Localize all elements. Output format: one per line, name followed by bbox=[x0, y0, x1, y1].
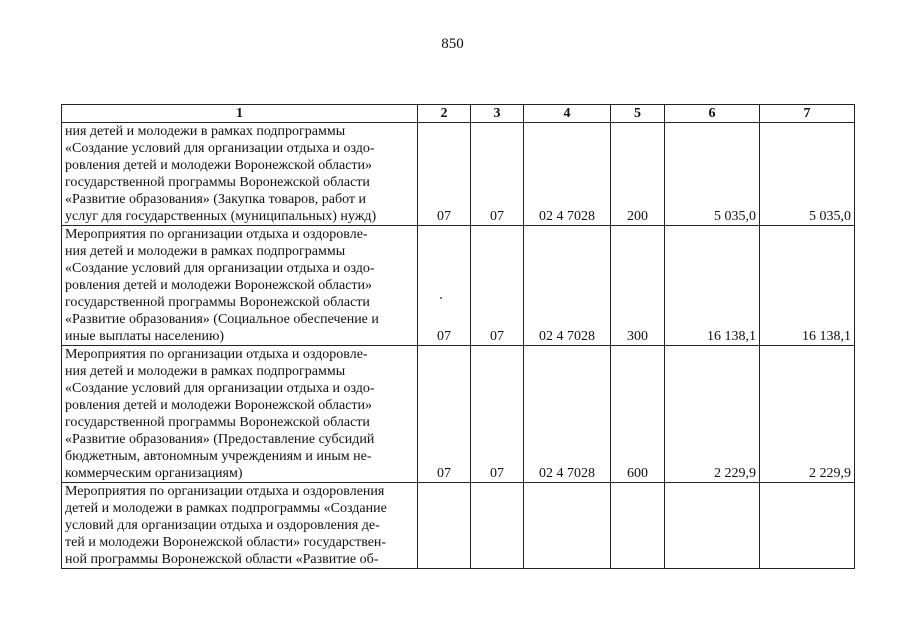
description-line: ровления детей и молодежи Воронежской области» bbox=[65, 158, 373, 173]
description-line: ной программы Воронежской области «Развитие об- bbox=[65, 552, 379, 567]
description-line: ния детей и молодежи в рамках подпрограммы bbox=[65, 244, 346, 259]
table-row bbox=[62, 226, 855, 346]
budget-table bbox=[61, 104, 855, 569]
description-line: Мероприятия по организации отдыха и оздоровле- bbox=[65, 347, 368, 362]
scan-speck bbox=[440, 297, 442, 299]
description-line: «Создание условий для организации отдыха и оздо- bbox=[65, 261, 375, 276]
header-col-4: 4 bbox=[524, 105, 611, 123]
description-line: иные выплаты населению) bbox=[65, 329, 225, 344]
subsection-code: 07 bbox=[471, 226, 524, 346]
amount-col-7: 16 138,1 bbox=[760, 226, 855, 346]
table-row bbox=[62, 483, 855, 569]
description-line: «Создание условий для организации отдыха и оздо- bbox=[65, 381, 375, 396]
amount-col-6: 5 035,0 bbox=[665, 123, 760, 226]
section-code: 07 bbox=[418, 226, 471, 346]
header-row bbox=[62, 105, 855, 123]
description-line: условий для организации отдыха и оздоровления де- bbox=[65, 518, 380, 533]
expense-type-code bbox=[611, 483, 665, 569]
section-code: 07 bbox=[418, 346, 471, 483]
description-line: государственной программы Воронежской области bbox=[65, 415, 370, 430]
header-col-7: 7 bbox=[760, 105, 855, 123]
subsection-code bbox=[471, 483, 524, 569]
description-line: государственной программы Воронежской области bbox=[65, 295, 370, 310]
description-line: «Развитие образования» (Закупка товаров, работ и bbox=[65, 192, 367, 207]
target-article-code bbox=[524, 483, 611, 569]
description-line: детей и молодежи в рамках подпрограммы «Создание bbox=[65, 501, 387, 516]
header-col-6: 6 bbox=[665, 105, 760, 123]
description-line: ровления детей и молодежи Воронежской области» bbox=[65, 398, 373, 413]
description-line: услуг для государственных (муниципальных) нужд) bbox=[65, 209, 377, 224]
target-article-code: 02 4 7028 bbox=[524, 123, 611, 226]
target-article-code: 02 4 7028 bbox=[524, 346, 611, 483]
row-description bbox=[62, 123, 418, 226]
amount-col-6: 16 138,1 bbox=[665, 226, 760, 346]
description-line: ния детей и молодежи в рамках подпрограммы bbox=[65, 124, 346, 139]
section-code bbox=[418, 483, 471, 569]
expense-type-code: 300 bbox=[611, 226, 665, 346]
amount-col-6: 2 229,9 bbox=[665, 346, 760, 483]
description-line: тей и молодежи Воронежской области» государствен- bbox=[65, 535, 387, 550]
expense-type-code: 600 bbox=[611, 346, 665, 483]
header-col-3: 3 bbox=[471, 105, 524, 123]
description-line: ровления детей и молодежи Воронежской области» bbox=[65, 278, 373, 293]
header-col-5: 5 bbox=[611, 105, 665, 123]
section-code: 07 bbox=[418, 123, 471, 226]
table-row bbox=[62, 346, 855, 483]
amount-col-7: 2 229,9 bbox=[760, 346, 855, 483]
description-line: бюджетным, автономным учреждениям и иным не- bbox=[65, 449, 372, 464]
amount-col-7 bbox=[760, 483, 855, 569]
description-line: «Развитие образования» (Предоставление субсидий bbox=[65, 432, 375, 447]
description-line: Мероприятия по организации отдыха и оздоровления bbox=[65, 484, 385, 499]
amount-col-6 bbox=[665, 483, 760, 569]
target-article-code: 02 4 7028 bbox=[524, 226, 611, 346]
description-line: коммерческим организациям) bbox=[65, 466, 243, 481]
description-line: «Развитие образования» (Социальное обеспечение и bbox=[65, 312, 379, 327]
description-line: Мероприятия по организации отдыха и оздоровле- bbox=[65, 227, 368, 242]
subsection-code: 07 bbox=[471, 346, 524, 483]
table-row bbox=[62, 123, 855, 226]
description-line: государственной программы Воронежской области bbox=[65, 175, 370, 190]
row-description bbox=[62, 226, 418, 346]
header-col-1: 1 bbox=[62, 105, 418, 123]
row-description bbox=[62, 346, 418, 483]
amount-col-7: 5 035,0 bbox=[760, 123, 855, 226]
description-line: «Создание условий для организации отдыха и оздо- bbox=[65, 141, 375, 156]
page-number: 850 bbox=[441, 36, 464, 52]
description-line: ния детей и молодежи в рамках подпрограммы bbox=[65, 364, 346, 379]
subsection-code: 07 bbox=[471, 123, 524, 226]
expense-type-code: 200 bbox=[611, 123, 665, 226]
header-col-2: 2 bbox=[418, 105, 471, 123]
row-description bbox=[62, 483, 418, 569]
